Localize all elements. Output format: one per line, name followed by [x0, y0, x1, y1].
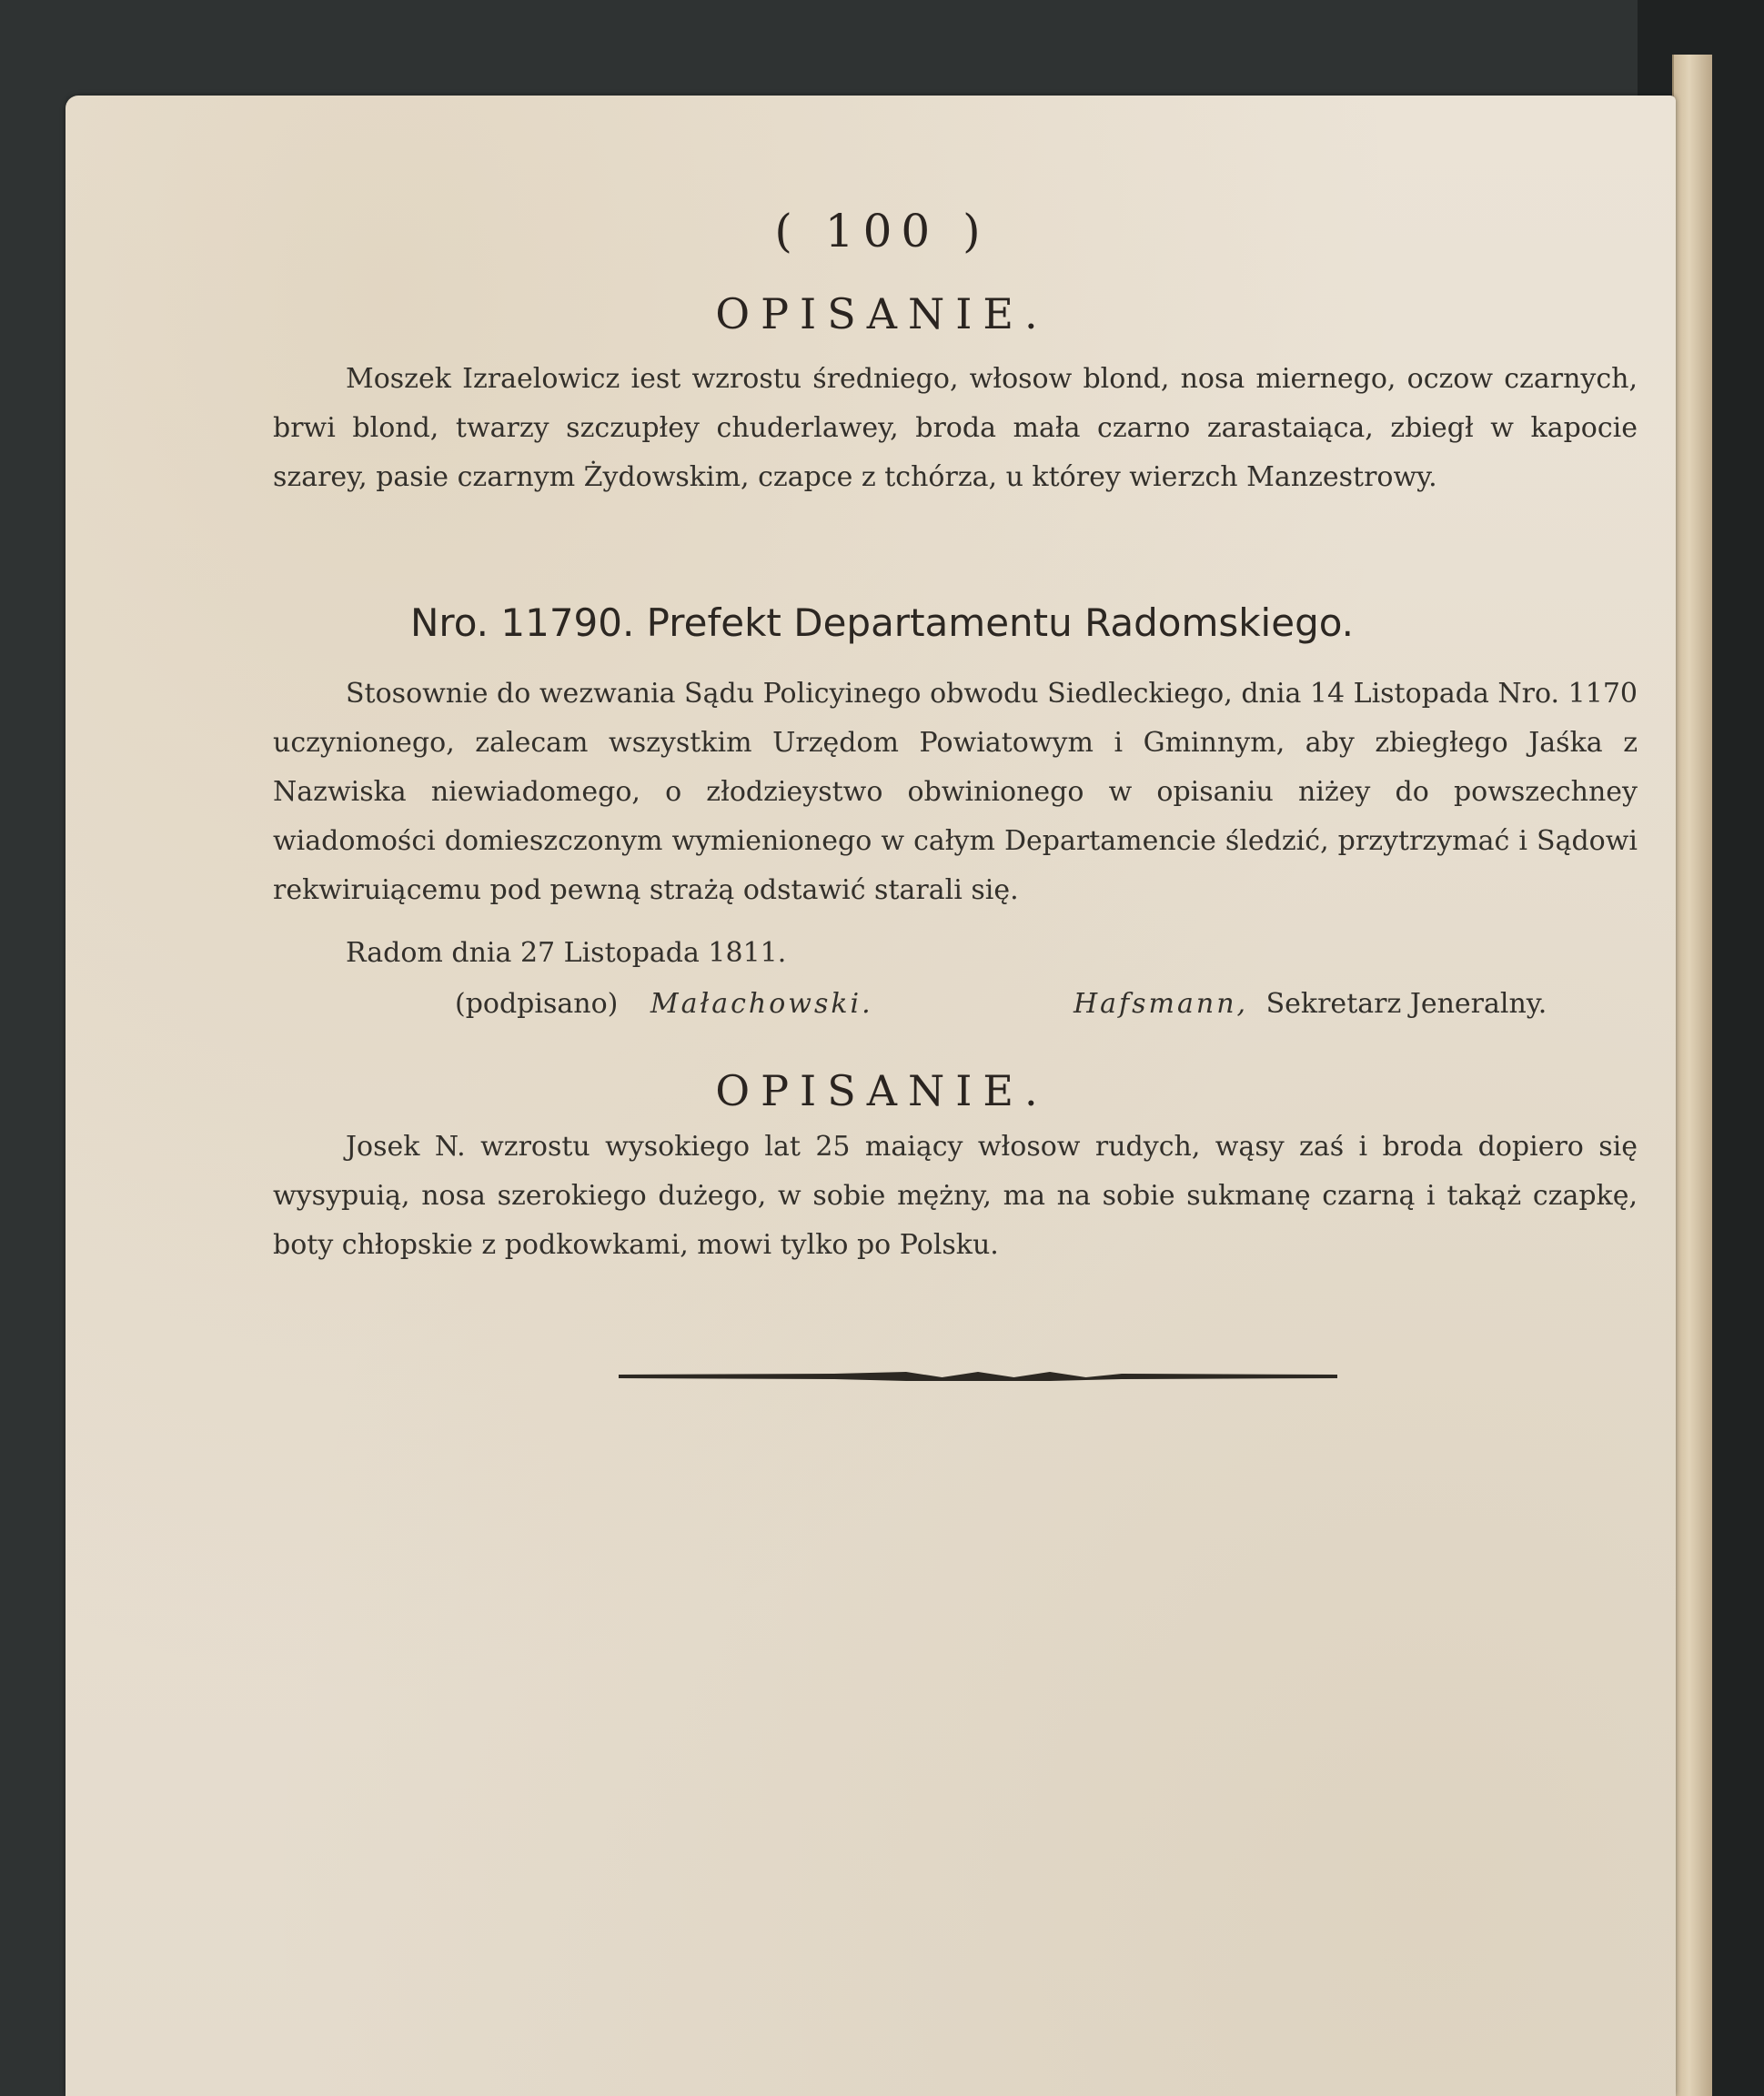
notice-title: Nro. 11790. Prefekt Departamentu Radomskiego.	[409, 600, 1355, 645]
secretary-title: Sekretarz Jeneralny.	[1265, 988, 1547, 1020]
description-1-text: Moszek Izraelowicz iest wzrostu średniego, włosow blond, nosa miernego, oczow czarnych, brwi blond, twarzy szczupłey chuderlawey, broda mała czarno zarastaiąca, zbiegł w kapocie szarey, pasie czarnym Żydowskim, czapce z tchórza, u którey wierzch Manzestrowy.	[273, 363, 1638, 493]
signer-malachowski: Małachowski.	[650, 988, 873, 1020]
description-1	[273, 355, 1638, 502]
notice-body	[273, 670, 1638, 915]
description-2	[273, 1123, 1638, 1270]
heading-opisanie-1: OPISANIE.	[715, 289, 1049, 338]
signer-hafsmann: Hafsmann,	[1074, 988, 1249, 1020]
signed-label: (podpisano)	[455, 988, 619, 1020]
notice-body-text: Stosownie do wezwania Sądu Policyinego obwodu Siedleckiego, dnia 14 Listopada Nro. 1170 uczynionego, zalecam wszystkim Urzędom Powiatowym i Gminnym, aby zbiegłego Jaśka z Nazwiska niewiadomego, o złodzieystwo obwinionego w opisaniu niżey do powszechney wiadomości domieszczonym wymienionego w całym Departamencie śledzić, przytrzymać i Sądowi rekwiruiącemu pod pewną strażą odstawić starali się.	[273, 678, 1638, 906]
date-line: Radom dnia 27 Listopada 1811.	[346, 937, 787, 969]
secretary-line	[1074, 988, 1547, 1020]
heading-opisanie-2: OPISANIE.	[715, 1066, 1049, 1115]
description-2-text: Josek N. wzrostu wysokiego lat 25 maiący włosow rudych, wąsy zaś i broda dopiero się wysypuią, nosa szerokiego dużego, w sobie mężny, ma na sobie sukmanę czarną i takąż czapkę, boty chłopskie z podkowkami, mowi tylko po Polsku.	[273, 1131, 1638, 1261]
page-number: ( 100 )	[774, 205, 990, 257]
signature-line	[455, 988, 873, 1020]
